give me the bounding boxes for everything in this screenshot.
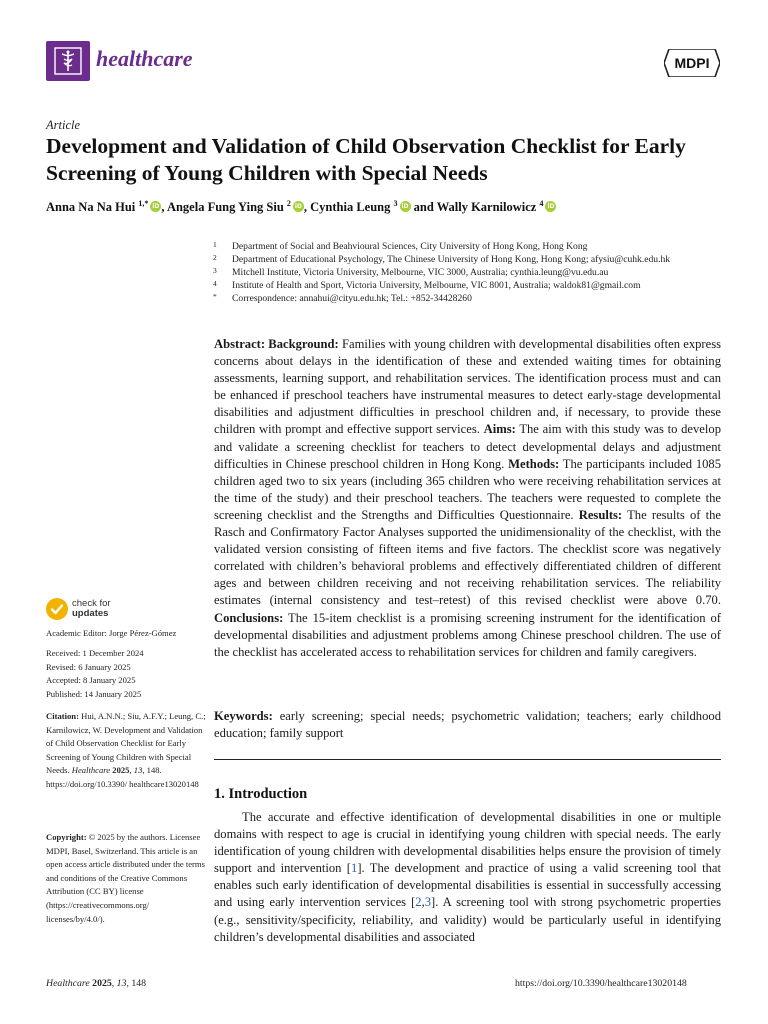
author-separator: ,: [303, 200, 311, 215]
check-icon: [46, 598, 68, 620]
abstract-label: Abstract:: [214, 337, 266, 351]
affiliation-number: *: [213, 292, 217, 301]
caduceus-icon: [53, 46, 83, 76]
affiliation-number: 3: [213, 266, 217, 275]
keywords-text: early screening; special needs; psychometric validation; teachers; early childhood education; family support: [214, 709, 721, 741]
affiliation-text: Correspondence: annahui@cityu.edu.hk; Tel.: +852-34428260: [232, 293, 472, 304]
date-published: Published: 14 January 2025: [46, 688, 142, 699]
affiliation-number: 1: [213, 240, 217, 249]
author-affil-sup: 2: [286, 199, 291, 208]
citation-link[interactable]: 1: [351, 861, 358, 876]
footer-journal: Healthcare: [46, 978, 90, 989]
affiliation-item: [213, 240, 723, 253]
publication-dates: [46, 647, 206, 701]
journal-name: healthcare: [96, 46, 193, 71]
affiliation-item: [213, 279, 723, 292]
affiliation-text: Department of Social and Beahvioural Sciences, City University of Hong Kong, Hong Kong: [232, 241, 588, 252]
citation-label: Citation:: [46, 711, 79, 721]
copyright-block: [46, 831, 206, 926]
footer-doi-link[interactable]: https://doi.org/10.3390/healthcare13020148: [515, 978, 687, 989]
author-name[interactable]: Cynthia Leung: [310, 200, 391, 215]
orcid-icon[interactable]: [150, 201, 161, 212]
background-label: Background:: [268, 337, 339, 351]
article-title: Development and Validation of Child Observation Checklist for Early Screening of Young Children with Special Needs: [46, 134, 686, 185]
affiliation-number: 2: [213, 253, 217, 262]
author-name[interactable]: Anna Na Na Hui: [46, 200, 136, 215]
footer-year: 2025: [92, 978, 112, 989]
affiliation-item: [213, 292, 723, 305]
citation-year: 2025: [112, 765, 130, 776]
intro-text: ]. A screening tool with strong psychometric properties (e.g., sensitivity/specificity, reliability, and validity) would be particularly useful in identifying children’s developmental disabilities and associated: [214, 895, 721, 944]
citation-link[interactable]: 3: [424, 895, 432, 910]
section-heading: 1. Introduction: [214, 786, 308, 802]
date-received: Received: 1 December 2024: [46, 648, 144, 658]
author-separator: ,: [161, 200, 167, 215]
footer-article-number: , 148: [126, 978, 147, 989]
affiliation-item: [213, 266, 723, 279]
copyright-label: Copyright:: [46, 832, 87, 842]
author-affil-sup: 3: [393, 199, 398, 208]
footer-citation: Healthcare 2025, 13, 148: [46, 978, 147, 989]
keywords-label: Keywords:: [214, 709, 273, 723]
author-name[interactable]: Wally Karnilowicz: [436, 200, 537, 215]
check-updates-line: updates: [72, 608, 109, 619]
journal-logo: [46, 41, 90, 81]
check-updates-line: check for: [72, 598, 111, 609]
results-label: Results:: [578, 507, 623, 522]
citation-journal: Healthcare: [71, 765, 111, 776]
methods-label: Methods:: [508, 456, 560, 471]
orcid-icon[interactable]: [293, 201, 304, 212]
citation-block: Citation: Hui, A.N.N.; Siu, A.F.Y.; Leung, C.; Karnilowicz, W. Development and Validation of Child Observation Checklist for Early Screening of Young Children with Special Needs. Healthcare 2025, 13, 148. https://doi.org/10.3390/ healthcare13020148: [46, 711, 206, 789]
section-divider: [214, 759, 721, 760]
author-name[interactable]: Angela Fung Ying Siu: [166, 200, 284, 215]
aims-label: Aims:: [483, 422, 516, 437]
conclusions-text: The 15-item checklist is a promising screening instrument for the identification of developmental disabilities and adjustment problems among Chinese preschool children. The use of the checklist has accelerated access to rehabilitation services for children and family caregivers.: [214, 610, 721, 659]
date-accepted: Accepted: 8 January 2025: [46, 675, 136, 686]
citation-pages-doi[interactable]: , 148. https://doi.org/10.3390/ healthcare13020148: [46, 765, 199, 789]
abstract: [214, 336, 721, 661]
citation-separator: ,: [421, 895, 425, 910]
affiliation-number: 4: [213, 279, 217, 288]
methods-text: The participants included 1085 children aged two to six years (including 365 children who were receiving rehabilitation services at the time of the study) and their preschool teachers. The teachers were requested to complete the screening checklist and the Strengths and Difficulties Questionnaire.: [214, 456, 722, 522]
conclusions-label: Conclusions:: [214, 610, 284, 625]
aims-text: The aim with this study was to develop and validate a screening checklist for teachers to detect developmental delays and adjustment difficulties in Chinese preschool children in Hong Kong.: [214, 422, 721, 471]
orcid-icon[interactable]: [545, 201, 556, 212]
results-text: The results of the Rasch and Confirmatory Factor Analyses supported the unidimensionality of the checklist, with the validated version consisting of fifteen items and five factors. The checklist score was negatively correlated with children’s behavioral problems and effectively differentiated children of different ages and between children receiving and not receiving rehabilitation services. The reliability estimates (internal consistency and test–retest) of this revised checklist were above 0.70.: [214, 507, 721, 608]
keywords: [214, 708, 721, 742]
mdpi-logo: [664, 49, 720, 77]
affiliation-text: Department of Educational Psychology, The Chinese University of Hong Kong, Hong Kong; afysiu@cuhk.edu.hk: [232, 254, 671, 265]
affiliations: [213, 240, 723, 305]
affiliation-item: [213, 253, 723, 266]
intro-text: ]. The development and practice of using a valid screening tool that enables such early identification of developmental disabilities is essential in successfully accessing and using early intervention services [: [214, 861, 722, 910]
date-revised: Revised: 6 January 2025: [46, 661, 131, 672]
copyright-text: © 2025 by the authors. Licensee MDPI, Basel, Switzerland. This article is an open access article distributed under the terms and conditions of the Creative Commons Attribution (CC BY) license (https://creativecommons.org/ licenses/by/4.0/).: [46, 832, 205, 924]
introduction-paragraph: [214, 809, 721, 946]
intro-text: The accurate and effective identification of developmental disabilities in one or multiple domains with respect to age is crucial in identifying young children with special needs. The early identification of young children with developmental disabilities helps ensure the provision of timely support and intervention [: [214, 810, 721, 876]
footer-volume: 13: [116, 978, 127, 989]
check-for-updates-button[interactable]: [46, 597, 156, 621]
article-type: Article: [46, 118, 81, 132]
author-affil-sup: 4: [539, 199, 544, 208]
background-text: Families with young children with developmental disabilities often express concerns about delays in the identification of these and extended waiting times for obtaining assessments, learning support, and rehabilitation services. The identification process must and can be enhanced if preschool teachers have instrumental measures to detect early-stage developmental disabilities and adjustment difficulties in preschool children and, if necessary, to provide these children with prompt and effective support services.: [214, 337, 721, 437]
orcid-icon[interactable]: [400, 201, 411, 212]
citation-text: Hui, A.N.N.; Siu, A.F.Y.; Leung, C.; Karnilowicz, W. Development and Validation of Child Observation Checklist for Early Screening of Young Children with Special Needs.: [46, 711, 206, 776]
affiliation-text: Mitchell Institute, Victoria University, Melbourne, VIC 3000, Australia; cynthia.leung@vu.edu.au: [232, 267, 609, 278]
author-affil-sup: 1,*: [138, 199, 149, 208]
citation-volume: 13: [133, 765, 143, 776]
affiliation-text: Institute of Health and Sport, Victoria University, Melbourne, VIC 8001, Australia; waldok81@gmail.com: [232, 280, 641, 291]
publisher-name: MDPI: [674, 55, 710, 71]
author-separator: and: [410, 200, 437, 215]
academic-editor: Academic Editor: Jorge Pérez-Gómez: [46, 628, 177, 638]
author-list: [46, 199, 556, 215]
citation-link[interactable]: 2: [415, 895, 422, 910]
